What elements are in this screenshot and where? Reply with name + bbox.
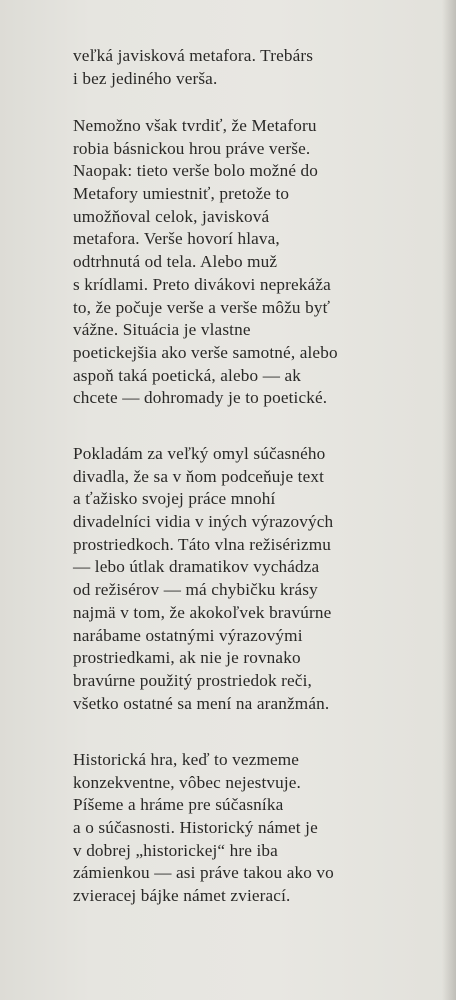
text-line: aspoň taká poetická, alebo — ak <box>73 365 302 385</box>
text-line: Naopak: tieto verše bolo možné do <box>73 161 319 181</box>
text-line: chcete — dohromady je to poetické. <box>73 388 328 408</box>
text-line: umožňoval celok, javisková <box>73 206 270 226</box>
text-line: zvieracej bájke námet zvierací. <box>73 886 291 906</box>
text-line: Nemožno však tvrdiť, že Metaforu <box>73 116 317 135</box>
text-line: narábame ostatnými výrazovými <box>73 625 303 645</box>
text-line: bravúrne použitý prostriedok reči, <box>73 670 312 690</box>
text-line: všetko ostatné sa mení na aranžmán. <box>73 693 330 713</box>
text-line: odtrhnutá od tela. Alebo muž <box>73 252 278 272</box>
text-line: v dobrej „historickej“ hre iba <box>73 840 278 860</box>
text-line: prostriedkami, ak nie je rovnako <box>73 648 301 668</box>
text-line: Metafory umiestniť, pretože to <box>73 184 290 204</box>
text-line: a ťažisko svojej práce mnohí <box>73 489 276 509</box>
text-line: i bez jediného verša. <box>73 68 218 88</box>
paragraph-3 <box>73 443 453 715</box>
text-line: zámienkou — asi práve takou ako vo <box>73 863 334 883</box>
text-line: metafora. Verše hovorí hlava, <box>73 229 280 249</box>
text-line: divadla, že sa v ňom podceňuje text <box>73 466 325 486</box>
text-line: s krídlami. Preto divákovi neprekáža <box>73 274 331 294</box>
paragraph-4 <box>73 749 453 908</box>
text-line: najmä v tom, že akokoľvek bravúrne <box>73 602 332 622</box>
text-line: Píšeme a hráme pre súčasníka <box>73 795 284 815</box>
paragraph-1 <box>73 45 453 90</box>
text-line: poetickejšia ako verše samotné, alebo <box>73 342 338 362</box>
text-line: divadelníci vidia v iných výrazových <box>73 512 334 532</box>
text-line: — lebo útlak dramatikov vychádza <box>73 557 320 577</box>
text-line: to, že počuje verše a verše môžu byť <box>73 297 331 317</box>
text-line: robia básnickou hrou práve verše. <box>73 138 311 158</box>
text-line: Pokladám za veľký omyl súčasného <box>73 444 326 463</box>
text-line: Historická hra, keď to vezmeme <box>73 750 300 769</box>
text-line: konzekventne, vôbec nejestvuje. <box>73 772 302 792</box>
text-line: a o súčasnosti. Historický námet je <box>73 818 318 838</box>
text-line: veľká javisková metafora. Trebárs <box>73 46 314 65</box>
text-line: od režisérov — má chybičku krásy <box>73 580 318 600</box>
text-line: vážne. Situácia je vlastne <box>73 320 251 340</box>
text-line: prostriedkoch. Táto vlna režisérizmu <box>73 534 332 554</box>
paragraph-2 <box>73 115 453 410</box>
